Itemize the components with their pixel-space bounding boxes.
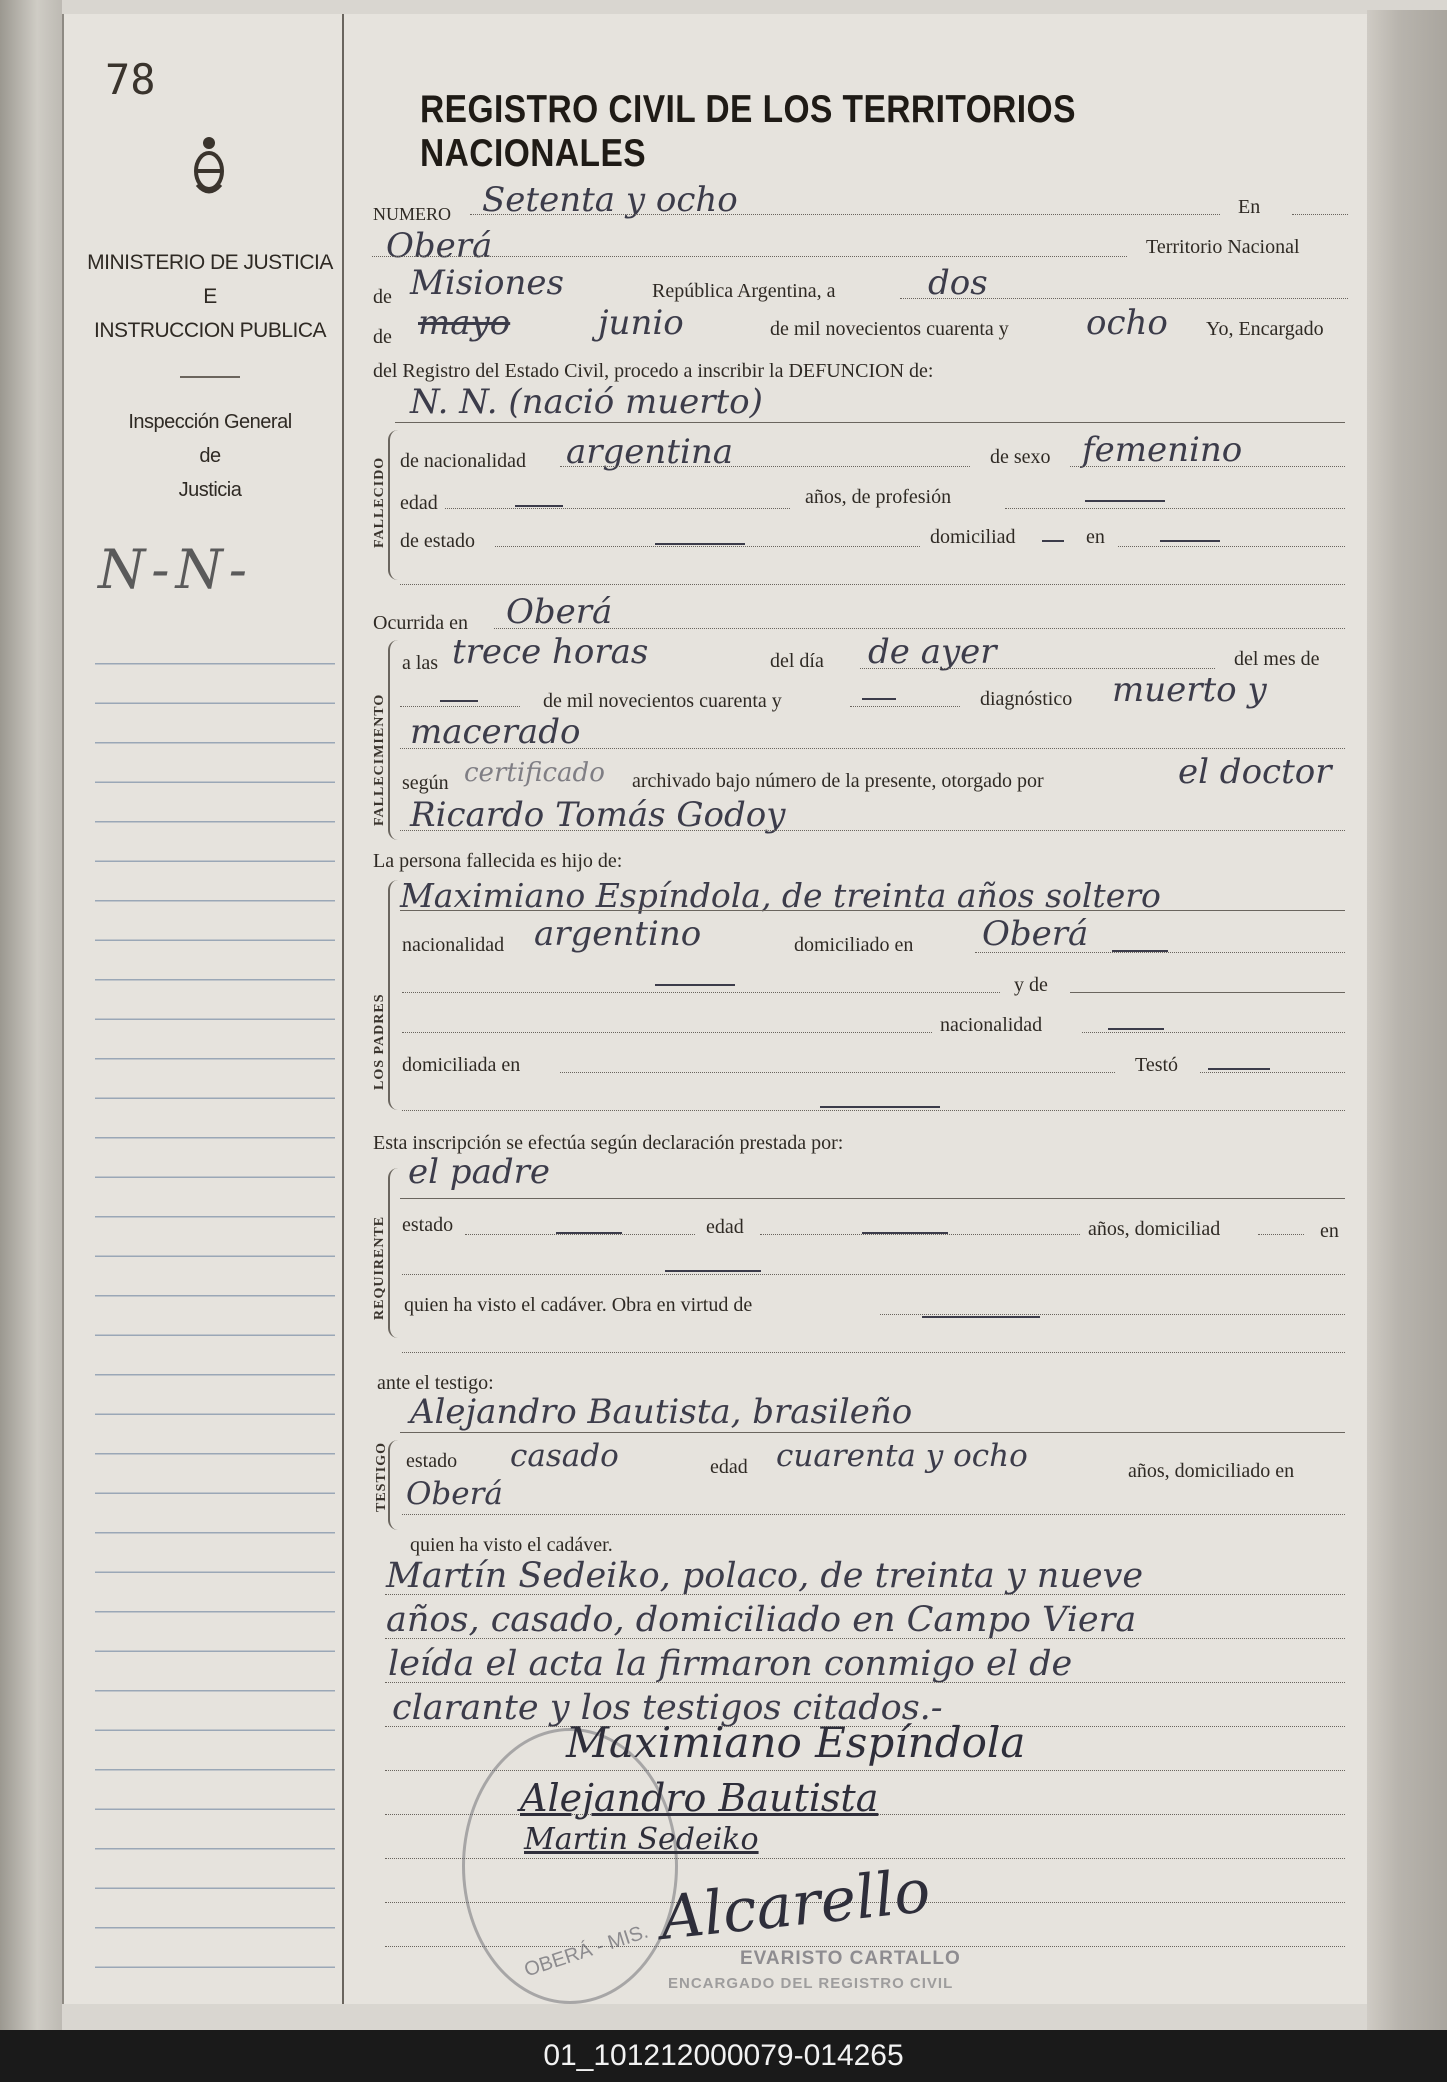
dotted-line xyxy=(1005,508,1345,509)
numero-value: Setenta y ocho xyxy=(482,180,738,220)
lugar-value: Oberá xyxy=(386,226,493,266)
requirente-visto-label: quien ha visto el cadáver. Obra en virtud de xyxy=(404,1294,753,1316)
blank-dash xyxy=(862,698,896,700)
dotted-line xyxy=(560,466,970,467)
nacionalidad-value: argentina xyxy=(566,432,734,472)
padres-section-label: LOS PADRES xyxy=(372,993,387,1090)
observacion-line-4: clarante y los testigos citados.- xyxy=(392,1688,943,1728)
inspection-line-1: Inspección General xyxy=(128,411,292,433)
dotted-line xyxy=(494,628,1345,629)
archivado-label: archivado bajo número de la presente, otorgado por xyxy=(632,770,1044,792)
dotted-line xyxy=(400,830,1345,831)
padre-nacionalidad-label: nacionalidad xyxy=(402,934,505,956)
del-dia-label: del día xyxy=(770,650,824,672)
testigo-section-label: TESTIGO xyxy=(374,1441,389,1512)
dotted-line xyxy=(402,992,1000,993)
sexo-label: de sexo xyxy=(990,446,1051,468)
testigo-visto-label: quien ha visto el cadáver. xyxy=(410,1534,613,1556)
signature-encargado: Alcarello xyxy=(657,1856,934,1954)
domiciliada-label: domiciliada en xyxy=(402,1054,521,1076)
observacion-line-2: años, casado, domiciliado en Campo Viera xyxy=(386,1600,1137,1640)
dotted-line xyxy=(850,706,960,707)
testigo-anios-label: años, domiciliado en xyxy=(1128,1460,1295,1482)
registro-label: del Registro del Estado Civil, procedo a inscribir la DEFUNCION de: xyxy=(373,360,934,382)
official-title-stamp: ENCARGADO DEL REGISTRO CIVIL xyxy=(668,1975,954,1992)
blank-dash xyxy=(1085,500,1165,502)
book-binding xyxy=(0,0,62,2030)
y-de-label: y de xyxy=(1014,974,1048,996)
ocurrida-label: Ocurrida en xyxy=(373,612,468,634)
mes-tachado: mayo xyxy=(418,303,511,343)
a-las-label: a las xyxy=(402,652,439,674)
testigo-estado-label: estado xyxy=(406,1450,458,1472)
diagnostico-1: muerto y xyxy=(1112,670,1267,710)
encargado-label: Yo, Encargado xyxy=(1206,318,1324,340)
dotted-line xyxy=(880,1314,1345,1315)
anio-value: ocho xyxy=(1086,303,1168,343)
testigo-nombre: Alejandro Bautista, brasileño xyxy=(410,1392,913,1432)
testigo-edad-label: edad xyxy=(710,1456,748,1478)
blank-dash xyxy=(922,1316,1040,1318)
rule-line xyxy=(400,910,1345,911)
dotted-line xyxy=(402,1032,932,1033)
requirente-edad-label: edad xyxy=(706,1216,744,1238)
anios-profesion-label: años, de profesión xyxy=(805,486,952,508)
padre-domiciliado-label: domiciliado en xyxy=(794,934,914,956)
observacion-line-3: leída el acta la firmaron conmigo el de xyxy=(388,1644,1073,1684)
dotted-line xyxy=(975,952,1345,953)
blank-dash xyxy=(440,700,478,702)
del-mes-label: del mes de xyxy=(1234,648,1320,670)
dotted-line xyxy=(1258,1234,1304,1235)
rule-line xyxy=(395,422,1345,423)
blank-dash xyxy=(556,1232,622,1234)
ministry-line-1: MINISTERIO DE JUSTICIA xyxy=(87,251,333,274)
fallecido-section-label: FALLECIDO xyxy=(372,456,387,548)
testigo-label: ante el testigo: xyxy=(377,1372,494,1394)
section-brace xyxy=(388,1168,400,1338)
ministry-name xyxy=(80,246,340,348)
dotted-line xyxy=(1200,1072,1345,1073)
dotted-line xyxy=(385,1594,1345,1595)
dotted-line xyxy=(372,256,1127,257)
fallecido-nombre: N. N. (nació muerto) xyxy=(410,382,763,422)
blank-dash xyxy=(820,1106,940,1108)
madre-nacionalidad-label: nacionalidad xyxy=(940,1014,1043,1036)
diagnostico-2: macerado xyxy=(410,712,581,752)
side-ruled-lines xyxy=(95,625,335,1985)
en-label: En xyxy=(1238,196,1261,218)
dotted-line xyxy=(860,668,1215,669)
ocurrida-value: Oberá xyxy=(506,592,613,632)
dotted-line xyxy=(400,706,520,707)
signature-padre: Maximiano Espíndola xyxy=(566,1718,1026,1767)
dotted-line xyxy=(385,1638,1345,1639)
inspection-name xyxy=(80,405,340,507)
image-id-caption: 01_101212000079-014265 xyxy=(0,2030,1447,2082)
dia-value: dos xyxy=(928,263,988,303)
page-number: 78 xyxy=(105,55,156,104)
declaracion-label: Esta inscripción se efectúa según declaración prestada por: xyxy=(373,1132,844,1154)
mes-value: junio xyxy=(598,303,684,343)
blank-dash xyxy=(655,984,735,986)
medico-value: Ricardo Tomás Godoy xyxy=(410,795,786,835)
signature-testigo-1: Alejandro Bautista xyxy=(520,1776,879,1820)
republica-label: República Argentina, a xyxy=(652,280,836,302)
blank-dash xyxy=(862,1232,948,1234)
dotted-line xyxy=(1118,546,1345,547)
estado-label: de estado xyxy=(400,530,475,552)
dotted-line xyxy=(560,1072,1115,1073)
hijo-label: La persona fallecida es hijo de: xyxy=(373,850,623,872)
blank-dash xyxy=(655,543,745,545)
dotted-line xyxy=(402,1352,1345,1353)
side-divider xyxy=(180,376,240,378)
dotted-line xyxy=(400,748,1345,749)
dotted-line xyxy=(1070,466,1345,467)
observacion-line-1: Martín Sedeiko, polaco, de treinta y nueve xyxy=(386,1556,1144,1596)
section-brace xyxy=(388,430,400,580)
dotted-line xyxy=(760,1234,1080,1235)
testigo-estado: casado xyxy=(510,1438,619,1474)
dotted-line xyxy=(400,584,1345,585)
mil-label: de mil novecientos cuarenta y xyxy=(543,690,782,712)
section-brace xyxy=(388,880,400,1110)
blank-dash xyxy=(1160,540,1220,542)
rule-line xyxy=(400,1198,1345,1199)
fallecimiento-section-label: FALLECIMIENTO xyxy=(372,693,387,826)
coat-of-arms-icon xyxy=(194,135,224,199)
testo-label: Testó xyxy=(1135,1054,1179,1076)
requirente-section-label: REQUIRENTE xyxy=(372,1215,387,1320)
dotted-line xyxy=(1292,214,1348,215)
inspection-line-2: de xyxy=(199,445,221,467)
territorio-value: Misiones xyxy=(410,263,564,303)
hora-value: trece horas xyxy=(452,632,649,672)
diagnostico-label: diagnóstico xyxy=(980,688,1073,710)
blank-dash xyxy=(665,1270,761,1272)
rule-line xyxy=(1070,992,1345,993)
ministry-line-3: INSTRUCCION PUBLICA xyxy=(93,319,327,342)
signature-testigo-2: Martin Sedeiko xyxy=(524,1822,759,1857)
dotted-line xyxy=(465,1234,695,1235)
ministry-line-2: E xyxy=(203,285,217,308)
dotted-line xyxy=(402,1274,1345,1275)
numero-label: NUMERO xyxy=(373,204,452,224)
official-name-stamp: EVARISTO CARTALLO xyxy=(740,1948,961,1969)
dotted-line xyxy=(385,1682,1345,1683)
blank-dash xyxy=(1042,540,1064,542)
requirente-nombre: el padre xyxy=(408,1152,550,1192)
dotted-line xyxy=(402,1110,1345,1111)
testigo-edad: cuarenta y ocho xyxy=(776,1438,1028,1474)
anio-label: de mil novecientos cuarenta y xyxy=(770,318,1009,340)
domiciliad-label: domiciliad xyxy=(930,526,1016,548)
padre-domicilio: Oberá xyxy=(982,914,1089,954)
side-note: N-N- xyxy=(98,538,253,601)
section-brace xyxy=(388,640,400,840)
nacionalidad-label: de nacionalidad xyxy=(400,450,527,472)
inspection-line-3: Justicia xyxy=(178,479,242,501)
territorio-label: Territorio Nacional xyxy=(1146,236,1300,258)
blank-dash xyxy=(1108,1028,1164,1030)
en-label-2: en xyxy=(1086,526,1105,548)
requirente-anios-label: años, domiciliad xyxy=(1088,1218,1221,1240)
testigo-domicilio: Oberá xyxy=(406,1476,503,1512)
dotted-line xyxy=(402,1514,1345,1515)
rule-line xyxy=(400,1432,1345,1433)
padre-value: Maximiano Espíndola, de treinta años soltero xyxy=(400,876,1161,915)
dotted-line xyxy=(900,298,1348,299)
dotted-line xyxy=(445,508,790,509)
requirente-en-label: en xyxy=(1320,1220,1339,1242)
document-title: REGISTRO CIVIL DE LOS TERRITORIOS NACIONALES xyxy=(420,88,1076,175)
otorgado-value: el doctor xyxy=(1178,752,1332,792)
segun-label: según xyxy=(402,772,449,794)
dia-fallecimiento: de ayer xyxy=(868,632,997,672)
page-edge xyxy=(1367,10,1447,2030)
padre-nacionalidad: argentino xyxy=(534,914,702,954)
blank-dash xyxy=(515,505,563,507)
de-label: de xyxy=(373,286,392,308)
dotted-line xyxy=(470,214,1220,215)
blank-dash xyxy=(1208,1068,1270,1070)
dotted-line xyxy=(495,546,920,547)
requirente-estado-label: estado xyxy=(402,1214,454,1236)
dotted-line xyxy=(1082,1032,1345,1033)
sexo-value: femenino xyxy=(1082,430,1243,470)
de-label-2: de xyxy=(373,326,392,348)
segun-value: certificado xyxy=(464,758,605,788)
edad-label: edad xyxy=(400,492,438,514)
stamp-text: OBERÁ - MIS. xyxy=(521,1920,651,1982)
